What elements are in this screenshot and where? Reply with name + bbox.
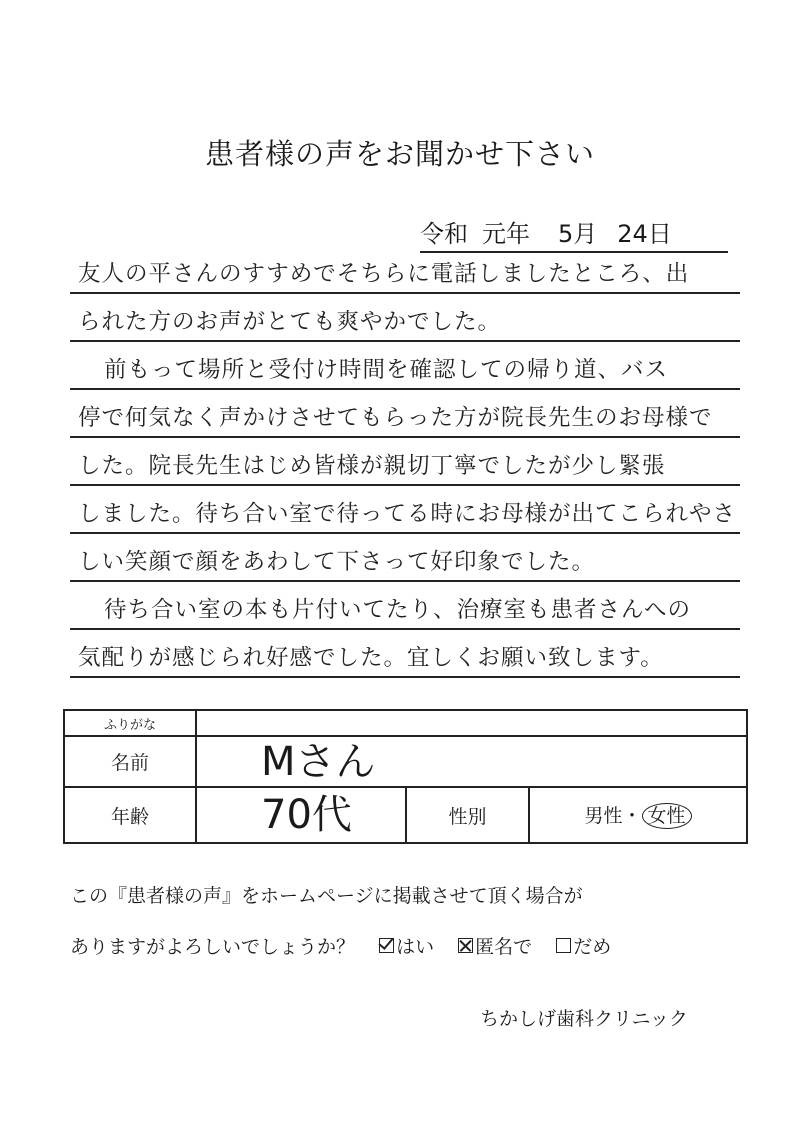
date-month: 5月 bbox=[558, 220, 598, 248]
age-value: 70代 bbox=[196, 787, 406, 843]
gender-options bbox=[529, 787, 747, 843]
letter-body bbox=[70, 246, 740, 678]
letter-line: 停で何気なく声かけさせてもらった方が院長先生のお母様で bbox=[70, 390, 740, 438]
clinic-name: ちかしげ歯科クリニック bbox=[480, 1008, 688, 1030]
consent-question-line2 bbox=[70, 932, 611, 959]
date-year: 元年 bbox=[482, 220, 530, 248]
consent-question-text: ありますがよろしいでしょうか？ bbox=[70, 936, 356, 958]
patient-info-table bbox=[63, 709, 748, 844]
letter-line: しました。待ち合い室で待ってる時にお母様が出てこられやさ bbox=[70, 486, 740, 534]
name-value: Mさん bbox=[196, 736, 747, 787]
furigana-value bbox=[196, 710, 747, 736]
furigana-label: ふりがな bbox=[64, 710, 196, 736]
letter-line: しい笑顔で顔をあわして下さって好印象でした。 bbox=[70, 534, 740, 582]
consent-option-anonymous bbox=[458, 932, 532, 959]
letter-line: られた方のお声がとても爽やかでした。 bbox=[70, 294, 740, 342]
letter-line: 気配りが感じられ好感でした。宜しくお願い致します。 bbox=[70, 630, 740, 678]
consent-option-no bbox=[556, 932, 611, 959]
consent-question-line1: この『患者様の声』をホームページに掲載させて頂く場合が bbox=[70, 885, 583, 907]
gender-label: 性別 bbox=[406, 787, 529, 843]
age-label: 年齢 bbox=[64, 787, 196, 843]
consent-option-yes bbox=[379, 932, 434, 959]
consent-option-label: 匿名で bbox=[475, 936, 533, 958]
letter-line: した。院長先生はじめ皆様が親切丁寧でしたが少し緊張 bbox=[70, 438, 740, 486]
date-day: 24日 bbox=[617, 220, 672, 248]
letter-line: 友人の平さんのすすめでそちらに電話しましたところ、出 bbox=[70, 246, 740, 294]
consent-option-label: はい bbox=[396, 936, 435, 958]
gender-female-circled: 女性 bbox=[642, 803, 692, 829]
checkbox-empty-icon bbox=[556, 938, 571, 953]
page-title: 患者様の声をお聞かせ下さい bbox=[204, 137, 595, 171]
checkbox-crossed-icon bbox=[458, 938, 473, 953]
name-label: 名前 bbox=[64, 736, 196, 787]
checkbox-checked-icon bbox=[379, 938, 394, 953]
gender-separator: ・ bbox=[622, 805, 642, 827]
letter-line: 前もって場所と受付け時間を確認しての帰り道、バス bbox=[70, 342, 740, 390]
consent-option-label: だめ bbox=[573, 936, 612, 958]
letter-line: 待ち合い室の本も片付いてたり、治療室も患者さんへの bbox=[70, 582, 740, 630]
date-era: 令和 bbox=[420, 220, 468, 248]
gender-male: 男性 bbox=[584, 805, 623, 827]
